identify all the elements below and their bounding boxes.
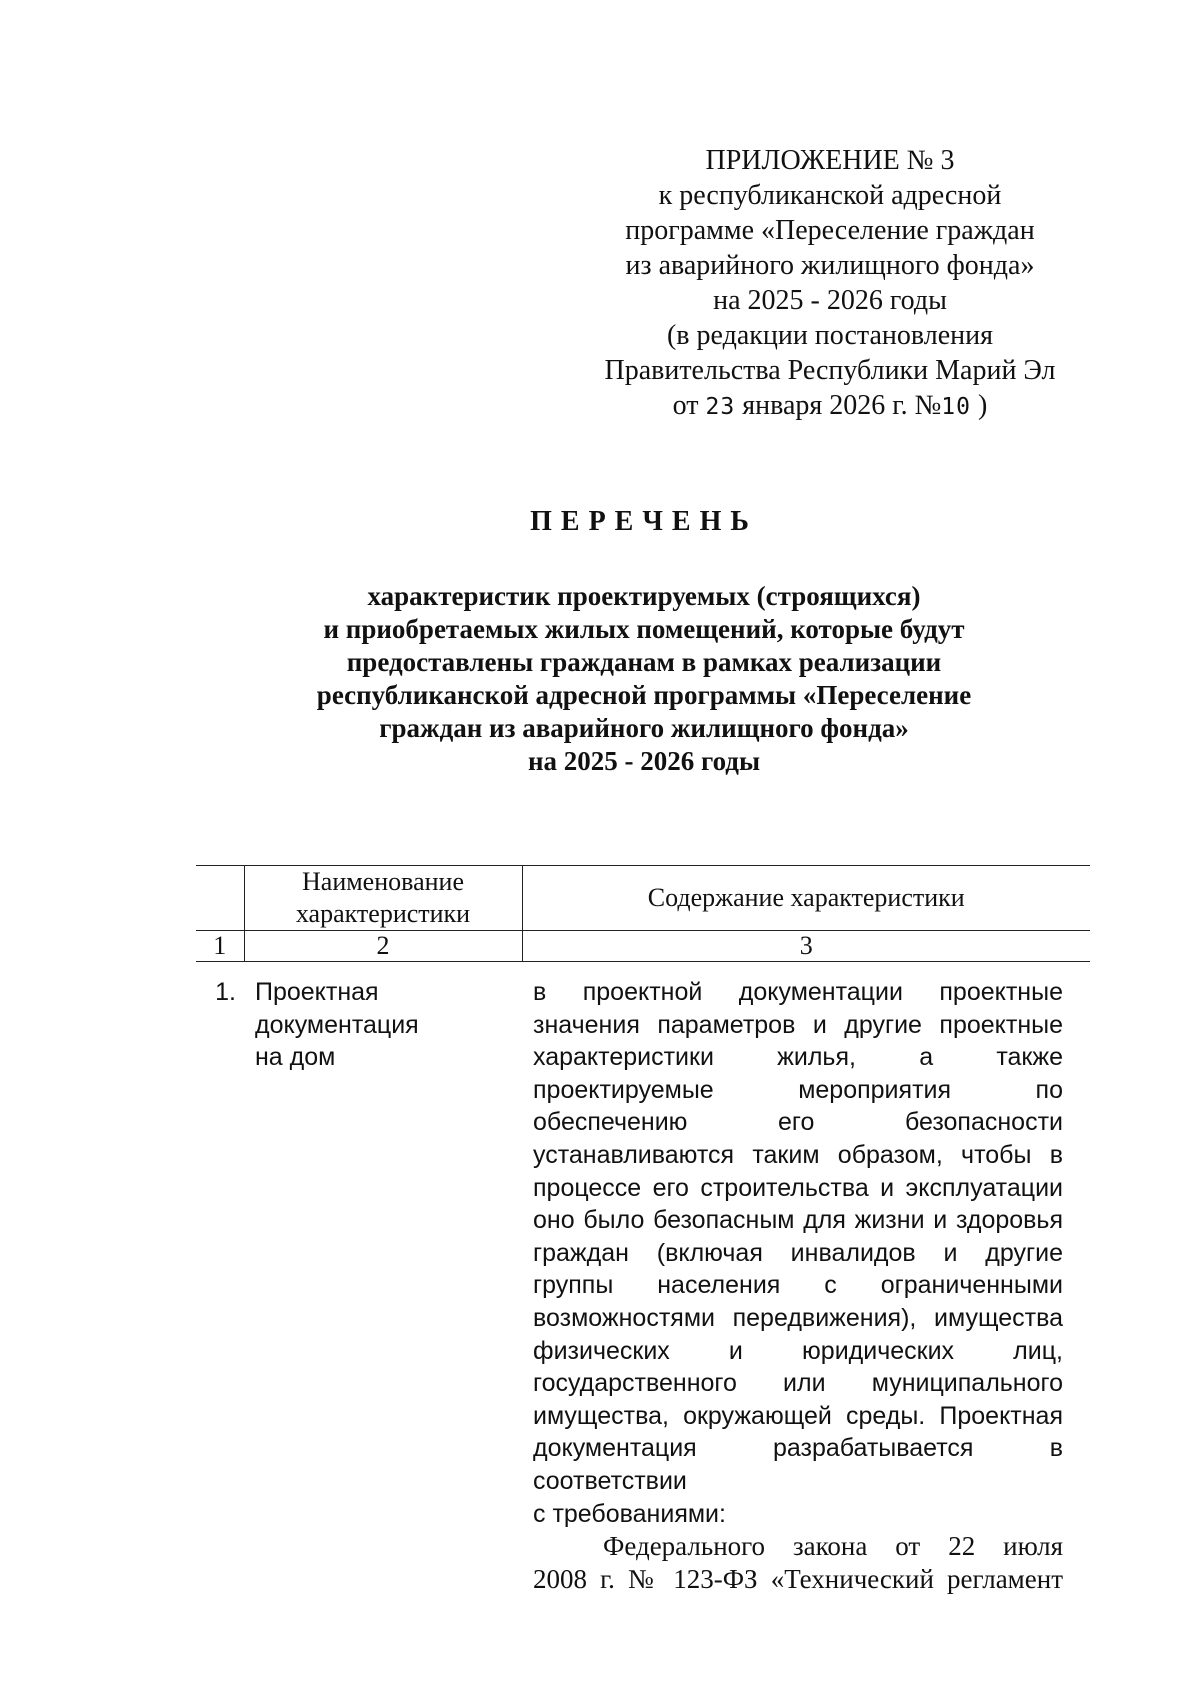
signature-middle: января 2026 г. №	[742, 390, 942, 421]
appendix-line-7: Правительства Республики Марий Эл	[604, 355, 1056, 386]
appendix-line-1: ПРИЛОЖЕНИЕ № 3	[705, 145, 955, 176]
signature-day: 23	[705, 394, 736, 420]
appendix-line-6: (в редакции постановления	[666, 320, 994, 351]
appendix-line-4: из аварийного жилищного фонда»	[625, 250, 1035, 281]
characteristics-table	[196, 865, 1090, 1595]
index-cell-2: 2	[244, 931, 522, 962]
row-content-law-line-1: Федерального закона от 22 июля	[603, 1531, 1063, 1562]
signature-number: 10	[941, 394, 971, 420]
subtitle-line-4: республиканской адресной программы «Переселение	[316, 680, 972, 710]
row-content	[522, 962, 1090, 1596]
row-name-line-3: на дом	[255, 1043, 336, 1072]
subtitle-line-2: и приобретаемых жилых помещений, которые будут	[323, 614, 965, 644]
table-index-row	[196, 931, 1090, 962]
header-name: Наименование характеристики	[244, 866, 522, 931]
table-row	[196, 962, 1090, 1596]
row-content-law-line-2: 2008 г. № 123-ФЗ «Технический регламент	[533, 1563, 1063, 1594]
row-name-line-1: Проектная	[255, 978, 379, 1006]
subtitle-line-6: на 2025 - 2026 годы	[527, 746, 761, 776]
subtitle-line-5: граждан из аварийного жилищного фонда»	[379, 713, 909, 743]
document-title: ПЕРЕЧЕНЬ	[530, 506, 758, 537]
header-content: Содержание характеристики	[522, 866, 1090, 931]
index-cell-1: 1	[196, 931, 244, 962]
row-name-line-2: документация	[255, 1010, 419, 1039]
row-number: 1.	[215, 978, 236, 1006]
row-content-end: с требованиями:	[533, 1499, 726, 1528]
document-subtitle	[200, 580, 1088, 778]
table-header-row	[196, 866, 1090, 931]
appendix-signature-line	[590, 388, 1070, 425]
index-cell-3: 3	[522, 931, 1090, 962]
subtitle-line-1: характеристик проектируемых (строящихся)	[367, 581, 921, 611]
row-name	[244, 962, 522, 1596]
signature-closing: )	[978, 390, 988, 421]
signature-prefix: от	[672, 390, 699, 421]
appendix-header	[590, 143, 1070, 425]
row-content-main: в проектной документации проектные значения параметров и другие проектные характеристики жилья, а также проектируемые мероприятия по обеспечению его безопасности устанавливаются таким образом, чтобы в процессе его строительства и эксплуатации оно было безопасным для жизни и здоровья граждан (включая инвалидов и другие группы населения с ограниченными возможностями передвижения), имущества физических и юридических лиц, государственного или муниципального имущества, окружающей среды. Проектная документация разрабатывается в соответствии	[533, 978, 1063, 1495]
appendix-line-3: программе «Переселение граждан	[625, 215, 1035, 246]
appendix-line-5: на 2025 - 2026 годы	[713, 285, 947, 316]
appendix-line-2: к республиканской адресной	[658, 180, 1002, 211]
subtitle-line-3: предоставлены гражданам в рамках реализации	[346, 647, 942, 677]
header-num	[196, 866, 244, 931]
